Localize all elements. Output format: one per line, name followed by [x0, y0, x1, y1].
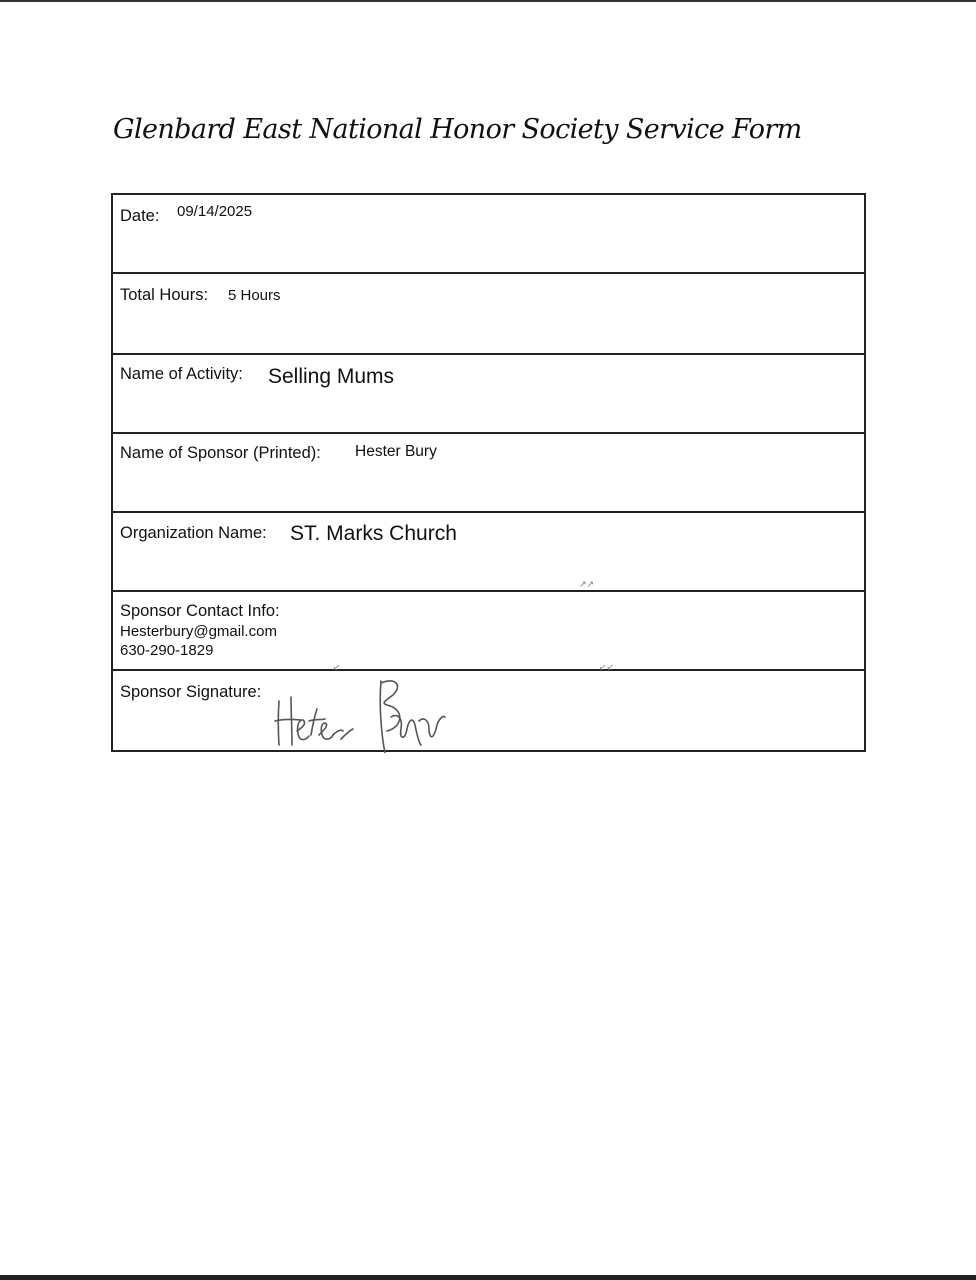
form-title: Glenbard East National Honor Society Service Form — [113, 114, 802, 145]
date-row — [113, 195, 864, 274]
organization-row — [113, 513, 864, 592]
date-value[interactable]: 09/14/2025 — [177, 203, 253, 220]
sponsor-name-value[interactable]: Hester Bury — [355, 443, 437, 460]
stray-mark: ↙ — [333, 662, 341, 672]
sponsor-name-row — [113, 434, 864, 513]
total-hours-label: Total Hours: — [120, 286, 209, 304]
activity-value[interactable]: Selling Mums — [268, 365, 395, 388]
activity-row — [113, 355, 864, 434]
total-hours-value[interactable]: 5 Hours — [228, 287, 281, 304]
page-top-edge — [0, 0, 976, 2]
organization-value[interactable]: ST. Marks Church — [290, 522, 457, 545]
sponsor-name-label: Name of Sponsor (Printed): — [120, 444, 321, 462]
page-bottom-edge — [0, 1275, 976, 1280]
organization-label: Organization Name: — [120, 524, 267, 542]
contact-phone[interactable]: 630-290-1829 — [120, 642, 214, 659]
date-label: Date: — [120, 207, 160, 225]
signature-row — [113, 662, 864, 750]
service-form-table — [111, 193, 866, 752]
handwritten-signature — [273, 673, 453, 753]
stray-mark: ↙↙ — [599, 662, 615, 672]
contact-row — [113, 592, 864, 671]
total-hours-row — [113, 274, 864, 355]
contact-label: Sponsor Contact Info: — [120, 602, 280, 620]
signature-label: Sponsor Signature: — [120, 683, 262, 701]
contact-email[interactable]: Hesterbury@gmail.com — [120, 623, 277, 640]
stray-mark: ↗↗ — [579, 579, 595, 589]
activity-label: Name of Activity: — [120, 365, 243, 383]
